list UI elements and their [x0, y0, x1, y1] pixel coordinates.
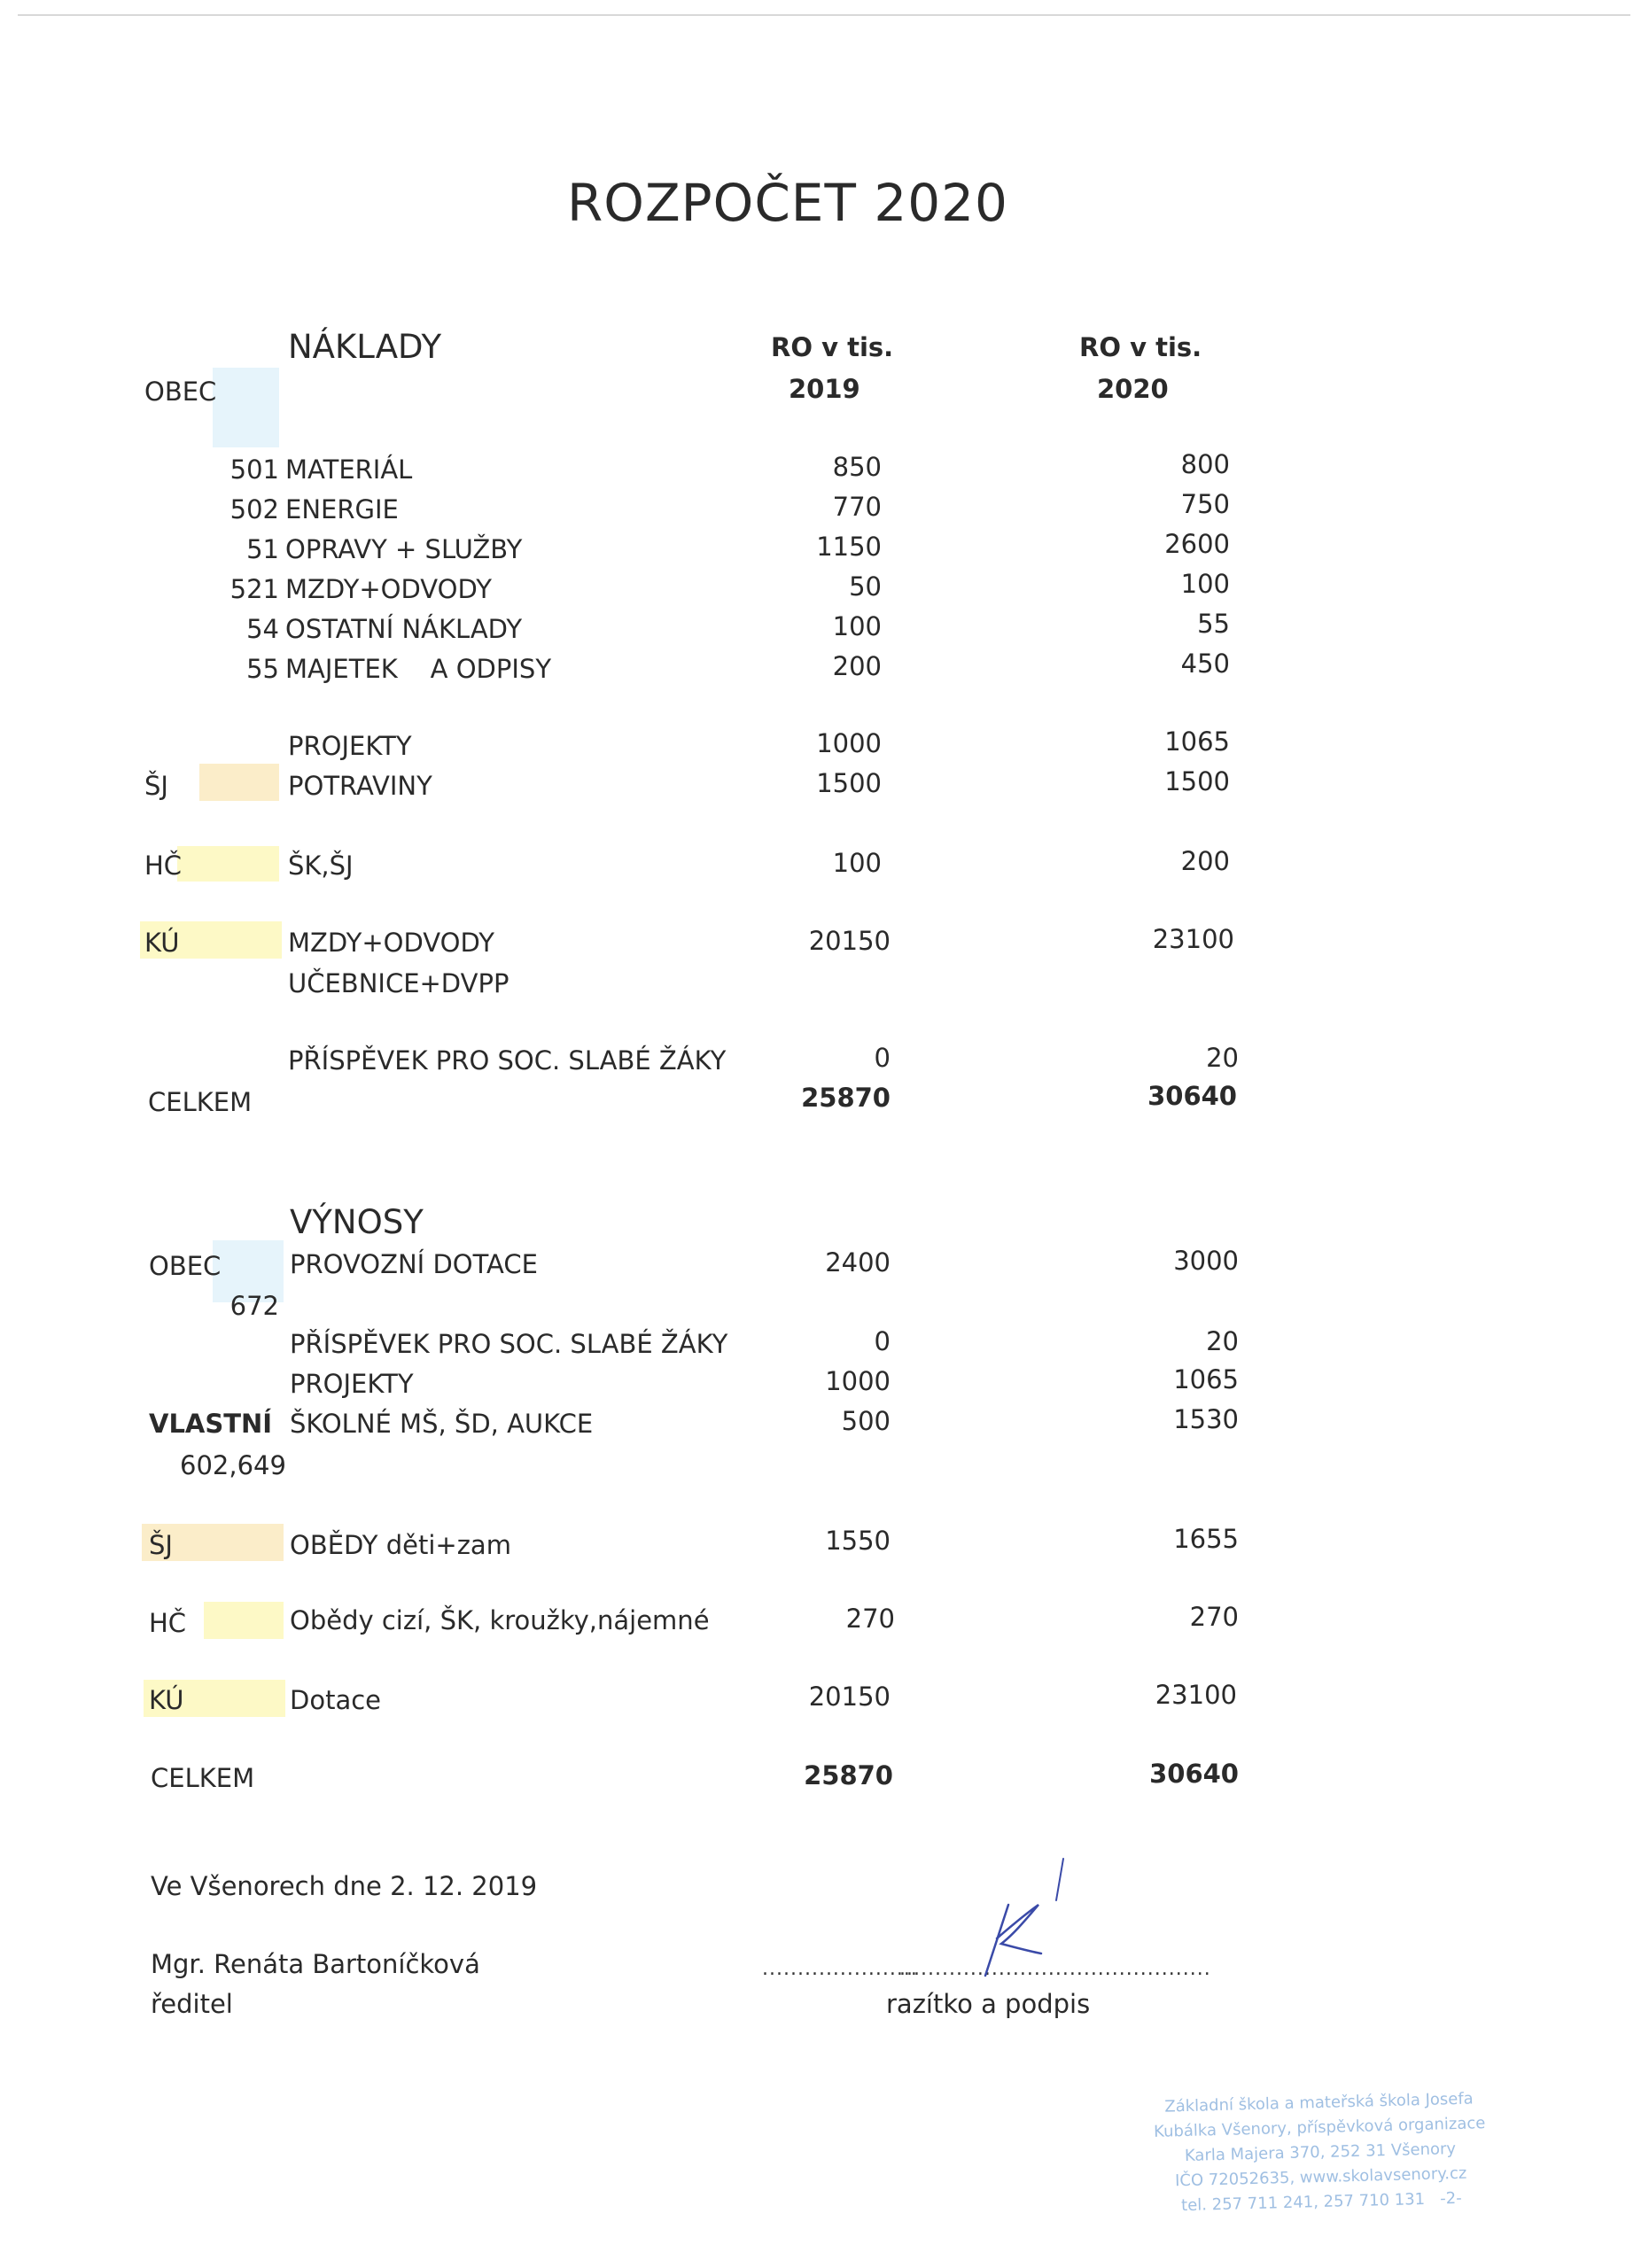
naklady-row-2019: 50 [849, 571, 882, 602]
vynosy-projekty-label: PROJEKTY [290, 1369, 414, 1399]
naklady-row-code: 51 [246, 534, 279, 564]
highlight-sj [199, 764, 279, 801]
vynosy-hc-label: Obědy cizí, ŠK, kroužky,nájemné [290, 1605, 710, 1635]
highlight-hc-vynosy [204, 1602, 284, 1639]
vynosy-prispevek-2020: 20 [1206, 1326, 1239, 1356]
naklady-hc-2020: 200 [1180, 846, 1230, 876]
vynosy-celkem-2020: 30640 [1149, 1759, 1239, 1789]
naklady-sj-2020: 1500 [1164, 766, 1230, 796]
vynosy-obec-label: PROVOZNÍ DOTACE [290, 1249, 538, 1279]
vynosy-obec-code: 672 [229, 1291, 279, 1321]
vynosy-hc-group: HČ [149, 1608, 187, 1638]
vynosy-vlastni-label: ŠKOLNÉ MŠ, ŠD, AUKCE [290, 1409, 594, 1439]
vynosy-sj-2019: 1550 [825, 1526, 891, 1556]
vynosy-vlastni-code: 602,649 [180, 1450, 286, 1480]
vynosy-prispevek-2019: 0 [874, 1326, 891, 1356]
naklady-row-label: OSTATNÍ NÁKLADY [285, 614, 523, 644]
vynosy-obec-2020: 3000 [1173, 1246, 1239, 1276]
naklady-row-2020: 750 [1180, 489, 1230, 519]
naklady-projekty-2019: 1000 [816, 728, 882, 758]
naklady-heading: NÁKLADY [288, 328, 442, 366]
naklady-sj-2019: 1500 [816, 768, 882, 798]
naklady-prispevek-2019: 0 [874, 1043, 891, 1073]
naklady-ku-2019: 20150 [808, 926, 891, 956]
highlight-obec [213, 368, 279, 447]
naklady-celkem-label: CELKEM [148, 1087, 253, 1117]
vynosy-hc-2019: 270 [845, 1604, 895, 1634]
vynosy-obec-group: OBEC [149, 1251, 222, 1281]
naklady-row-label: MAJETEK A ODPISY [285, 654, 552, 684]
naklady-row-2019: 850 [832, 452, 882, 482]
page-number: -2- [1440, 2188, 1463, 2209]
vynosy-sj-group: ŠJ [149, 1530, 173, 1560]
school-stamp [1124, 2085, 1517, 2219]
vynosy-heading: VÝNOSY [290, 1203, 424, 1241]
naklady-row-2020: 450 [1180, 649, 1230, 679]
col-header-2020: RO v tis. [1079, 332, 1202, 362]
page-title: ROZPOČET 2020 [567, 173, 1008, 233]
vynosy-projekty-2020: 1065 [1173, 1364, 1239, 1394]
vynosy-prispevek-label: PŘÍSPĚVEK PRO SOC. SLABÉ ŽÁKY [290, 1329, 728, 1359]
naklady-row-label: MZDY+ODVODY [285, 574, 492, 604]
obec-label: OBEC [144, 377, 217, 407]
naklady-ku-2020: 23100 [1152, 924, 1234, 954]
vynosy-ku-group: KÚ [149, 1685, 184, 1715]
vynosy-celkem-2019: 25870 [804, 1760, 893, 1790]
stamp-line-2: Kubálka Všenory, příspěvková organizace [1153, 2114, 1486, 2141]
naklady-row-2020: 55 [1197, 609, 1230, 639]
naklady-row-2020: 100 [1180, 569, 1230, 599]
stamp-line-3: Karla Majera 370, 252 31 Všenory [1184, 2139, 1457, 2166]
naklady-hc-group: HČ [144, 850, 183, 881]
naklady-row-2019: 1150 [816, 532, 882, 562]
naklady-row-label: OPRAVY + SLUŽBY [285, 534, 523, 564]
stamp-line-4: IČO 72052635, www.skolavsenory.cz [1174, 2163, 1467, 2191]
naklady-hc-label: ŠK,ŠJ [288, 850, 354, 881]
col-header-2019: RO v tis. [771, 332, 894, 362]
naklady-row-2019: 100 [832, 611, 882, 641]
naklady-ku-group: KÚ [144, 928, 180, 958]
naklady-row-code: 521 [229, 574, 279, 604]
scan-top-edge [18, 14, 1630, 16]
vynosy-celkem-label: CELKEM [151, 1763, 255, 1793]
vynosy-ku-2019: 20150 [808, 1682, 891, 1712]
naklady-celkem-2020: 30640 [1147, 1081, 1237, 1111]
naklady-row-code: 501 [229, 454, 279, 485]
vynosy-sj-2020: 1655 [1173, 1524, 1239, 1554]
naklady-row-2019: 770 [832, 492, 882, 522]
highlight-hc [177, 846, 279, 882]
footer-place-date: Ve Všenorech dne 2. 12. 2019 [151, 1871, 538, 1901]
col-year-2020: 2020 [1097, 374, 1169, 404]
naklady-row-label: ENERGIE [285, 494, 399, 524]
signature-dots-left: ...................... [762, 1958, 918, 1980]
naklady-row-code: 54 [246, 614, 279, 644]
handwritten-signature [975, 1852, 1099, 1984]
signature-label: razítko a podpis [886, 1989, 1091, 2019]
naklady-sj-label: POTRAVINY [288, 771, 432, 801]
signature-dots-right: ............................................ [899, 1958, 1211, 1980]
naklady-hc-2019: 100 [832, 848, 882, 878]
stamp-line-1: Základní škola a mateřská škola Josefa [1164, 2089, 1474, 2117]
footer-role: ředitel [151, 1989, 233, 2019]
naklady-projekty-label: PROJEKTY [288, 731, 412, 761]
naklady-ku-label2: UČEBNICE+DVPP [288, 968, 509, 998]
naklady-row-code: 55 [246, 654, 279, 684]
naklady-row-2019: 200 [832, 651, 882, 681]
vynosy-vlastni-2019: 500 [841, 1406, 891, 1436]
col-year-2019: 2019 [789, 374, 860, 404]
vynosy-vlastni-2020: 1530 [1173, 1404, 1239, 1434]
vynosy-ku-label: Dotace [290, 1685, 382, 1715]
vynosy-ku-2020: 23100 [1155, 1680, 1237, 1710]
vynosy-obec-2019: 2400 [825, 1247, 891, 1278]
naklady-row-2020: 2600 [1164, 529, 1230, 559]
naklady-row-code: 502 [229, 494, 279, 524]
naklady-row-2020: 800 [1180, 449, 1230, 479]
naklady-sj-group: ŠJ [144, 771, 168, 801]
vynosy-projekty-2019: 1000 [825, 1366, 891, 1396]
vynosy-vlastni-group: VLASTNÍ [149, 1409, 273, 1439]
vynosy-sj-label: OBĚDY děti+zam [290, 1530, 511, 1560]
naklady-celkem-2019: 25870 [801, 1083, 891, 1113]
naklady-row-label: MATERIÁL [285, 454, 413, 485]
stamp-phone: tel. 257 711 241, 257 710 131 [1180, 2189, 1426, 2216]
footer-name: Mgr. Renáta Bartoníčková [151, 1949, 480, 1979]
vynosy-hc-2020: 270 [1189, 1602, 1239, 1632]
naklady-prispevek-2020: 20 [1206, 1043, 1239, 1073]
naklady-ku-label: MZDY+ODVODY [288, 928, 494, 958]
naklady-prispevek-label: PŘÍSPĚVEK PRO SOC. SLABÉ ŽÁKY [288, 1045, 727, 1076]
naklady-projekty-2020: 1065 [1164, 726, 1230, 757]
